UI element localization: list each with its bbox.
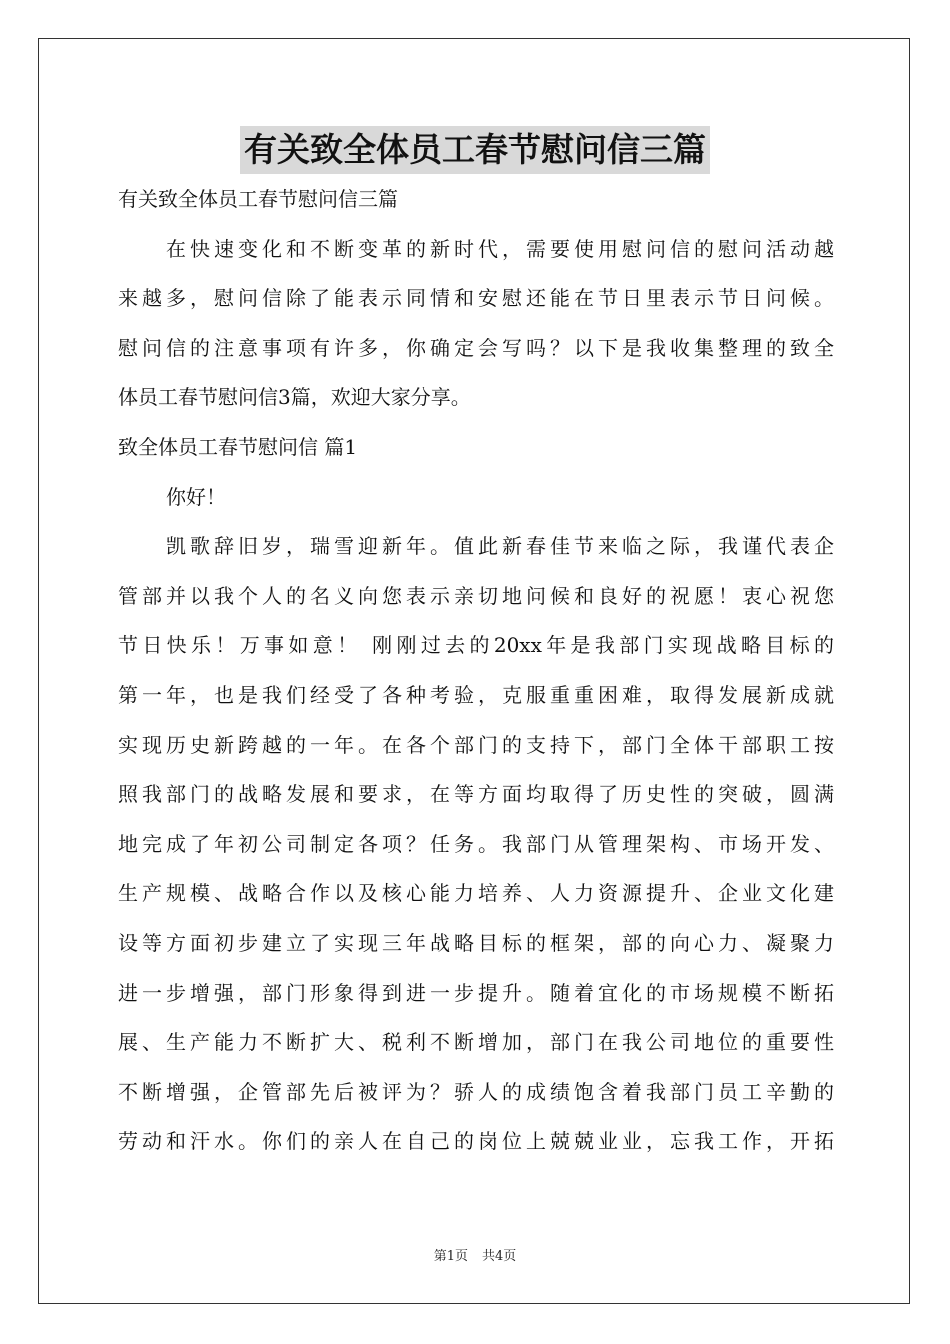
body-line: 劳动和汗水。你们的亲人在自己的岗位上兢兢业业，忘我工作，开拓 (118, 1129, 834, 1154)
page-footer (0, 1245, 950, 1264)
page-total: 共4页 (482, 1249, 517, 1264)
body-line: 凯歌辞旧岁，瑞雪迎新年。值此新春佳节来临之际，我谨代表企 (166, 534, 834, 559)
body-line: 不断增强，企管部先后被评为？骄人的成绩饱含着我部门员工辛勤的 (118, 1079, 834, 1104)
body-line: 实现历史新跨越的一年。在各个部门的支持下，部门全体干部职工按 (118, 732, 834, 757)
title-area (0, 126, 950, 174)
body-line: 生产规模、战略合作以及核心能力培养、人力资源提升、企业文化建 (118, 881, 834, 906)
body-line: 管部并以我个人的名义向您表示亲切地问候和良好的祝愿！衷心祝您 (118, 583, 834, 608)
body-line: 地完成了年初公司制定各项？任务。我部门从管理架构、市场开发、 (118, 831, 834, 856)
body-line: 有关致全体员工春节慰问信三篇 (118, 187, 398, 211)
section-heading: 致全体员工春节慰问信 篇1 (118, 434, 358, 459)
body-line: 设等方面初步建立了实现三年战略目标的框架，部的向心力、凝聚力 (118, 930, 834, 955)
greeting-line: 你好！ (166, 484, 226, 509)
body-line: 在快速变化和不断变革的新时代，需要使用慰问信的慰问活动越 (166, 236, 834, 261)
body-line: 来越多，慰问信除了能表示同情和安慰还能在节日里表示节日问候。 (118, 286, 834, 311)
body-line: 节日快乐！万事如意！ 刚刚过去的20xx年是我部门实现战略目标的 (118, 633, 834, 658)
body-line: 体员工春节慰问信3篇，欢迎大家分享。 (118, 385, 471, 410)
document-body (118, 175, 834, 1167)
page-number: 第1页 (433, 1249, 468, 1264)
body-line: 展、生产能力不断扩大、税利不断增加，部门在我公司地位的重要性 (118, 1030, 834, 1055)
body-line: 第一年，也是我们经受了各种考验，克服重重困难，取得发展新成就 (118, 682, 834, 707)
body-line: 慰问信的注意事项有许多，你确定会写吗？以下是我收集整理的致全 (118, 335, 834, 360)
body-line: 照我部门的战略发展和要求，在等方面均取得了历史性的突破，圆满 (118, 782, 834, 807)
document-title: 有关致全体员工春节慰问信三篇 (240, 126, 710, 174)
body-line: 进一步增强，部门形象得到进一步提升。随着宜化的市场规模不断拓 (118, 980, 834, 1005)
